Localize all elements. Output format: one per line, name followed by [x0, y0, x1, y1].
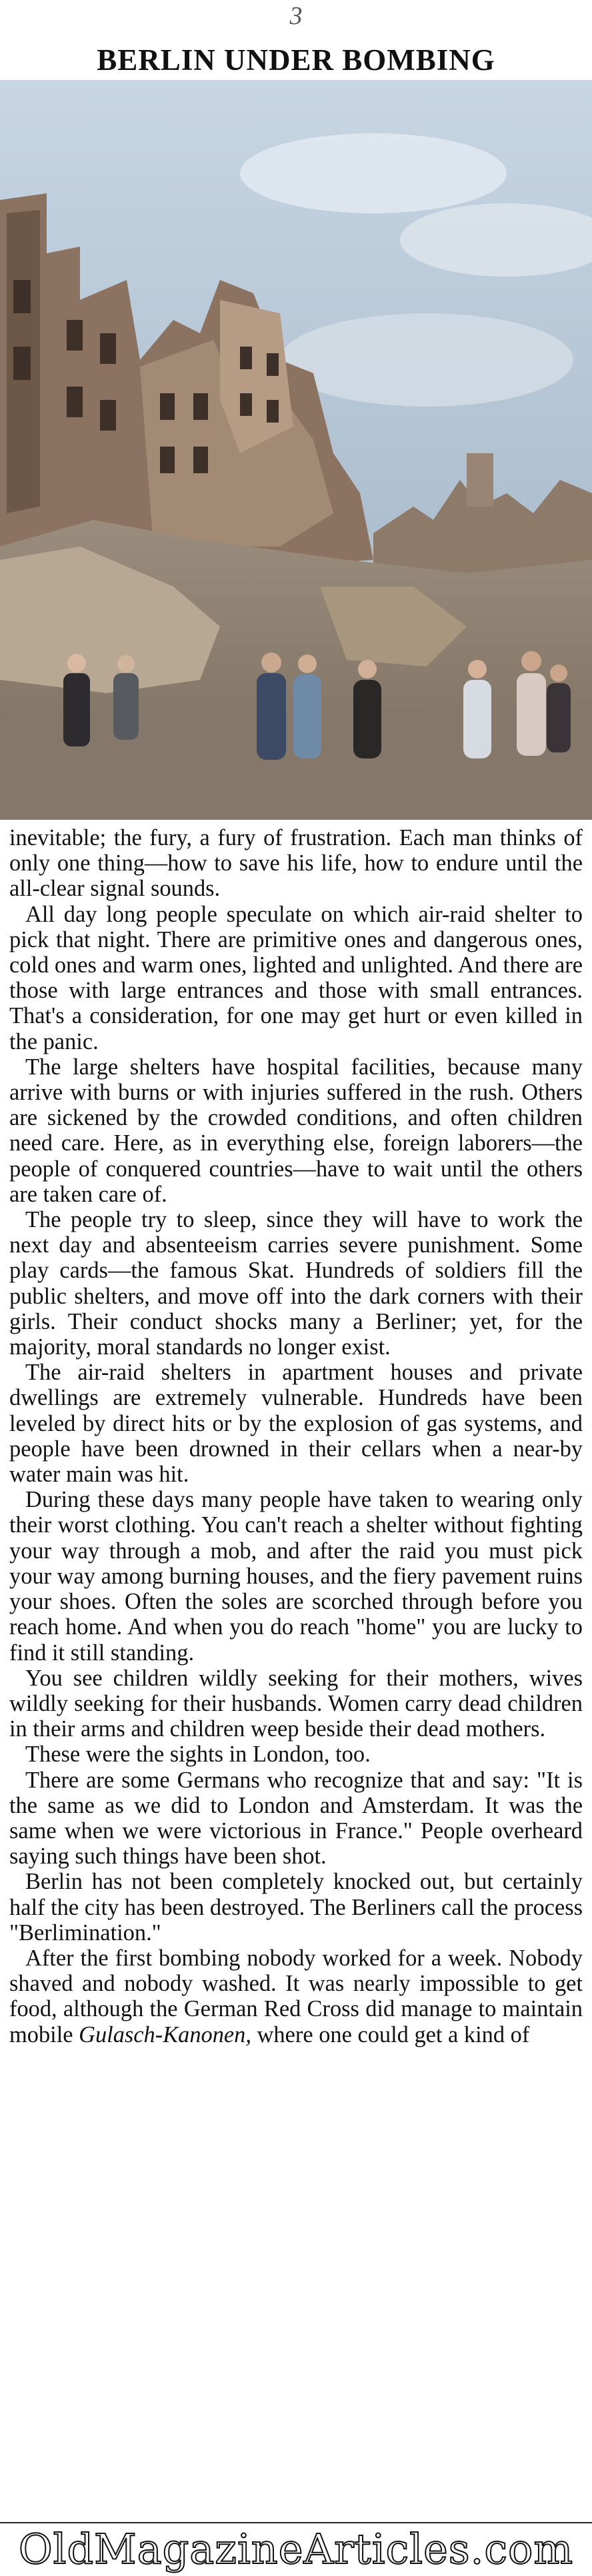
paragraph: inevitable; the fury, a fury of frustration. Each man thinks of only one thing—how to save his life, how to endure until the all-clear signal sounds.	[9, 825, 583, 902]
paragraph-italic-term: Gulasch-Kanonen,	[79, 2021, 251, 2047]
paragraph: You see children wildly seeking for their mothers, wives wildly seeking for their husbands. Women carry dead children in their arms and children weep beside their dead mothers.	[9, 1665, 583, 1742]
paragraph: The air-raid shelters in apartment houses and private dwellings are extremely vulnerable. Hundreds have been leveled by direct hits or by the explosion of gas systems, and people have been drowned in their cellars when a near-by water main was hit.	[9, 1360, 583, 1488]
bombed-street-photo	[0, 80, 592, 820]
paragraph: The large shelters have hospital facilities, because many arrive with burns or with injuries suffered in the rush. Others are sickened by the crowded conditions, and often children need care. Here, as in everything else, foreign laborers—the people of conquered countries—have to wait until the others are taken care of.	[9, 1054, 583, 1207]
paragraph: During these days many people have taken to wearing only their worst clothing. You can't reach a shelter without fighting your way through a mob, and after the raid you must pick your way among burning houses, and the fiery pavement ruins your shoes. Often the soles are scorched through before you reach home. And when you do reach "home" you are lucky to find it still standing.	[9, 1487, 583, 1666]
footer-watermark	[0, 2522, 592, 2576]
paragraph: These were the sights in London, too.	[25, 1742, 371, 1768]
paragraph-text: After the first bombing nobody worked for a week. Nobody shaved and nobody washed. It was nearly impossible to get food, although the German Red Cross did manage to maintain mobile	[9, 1945, 583, 2047]
article-headline: BERLIN UNDER BOMBING	[97, 43, 495, 77]
paragraph: There are some Germans who recognize that and say: "It is the same as we did to London and Amsterdam. It was the same when we were victorious in France." People overheard saying such things have been shot.	[9, 1767, 583, 1870]
article-body	[9, 825, 583, 2047]
paragraph-text: where one could get a kind of	[251, 2021, 530, 2047]
paragraph: Berlin has not been completely knocked out, but certainly half the city has been destroyed. The Berliners call the process "Berlimination."	[9, 1869, 583, 1945]
page-number: 3	[289, 2, 303, 30]
paragraph: The people try to sleep, since they will have to work the next day and absenteeism carries severe punishment. Some play cards—the famous Skat. Hundreds of soldiers fill the public shelters, and move off into the dark corners with their girls. Their conduct shocks many a Berliner; yet, for the majority, moral standards no longer exist.	[9, 1207, 583, 1360]
paragraph: All day long people speculate on which air-raid shelter to pick that night. There are primitive ones and dangerous ones, cold ones and warm ones, lighted and unlighted. And there are those with large entrances and those with small entrances. That's a consideration, for one may get hurt or even killed in the panic.	[9, 901, 583, 1054]
footer-site-name[interactable]: OldMagazineArticles.com	[18, 2525, 574, 2573]
paragraph-last	[9, 1945, 583, 2047]
